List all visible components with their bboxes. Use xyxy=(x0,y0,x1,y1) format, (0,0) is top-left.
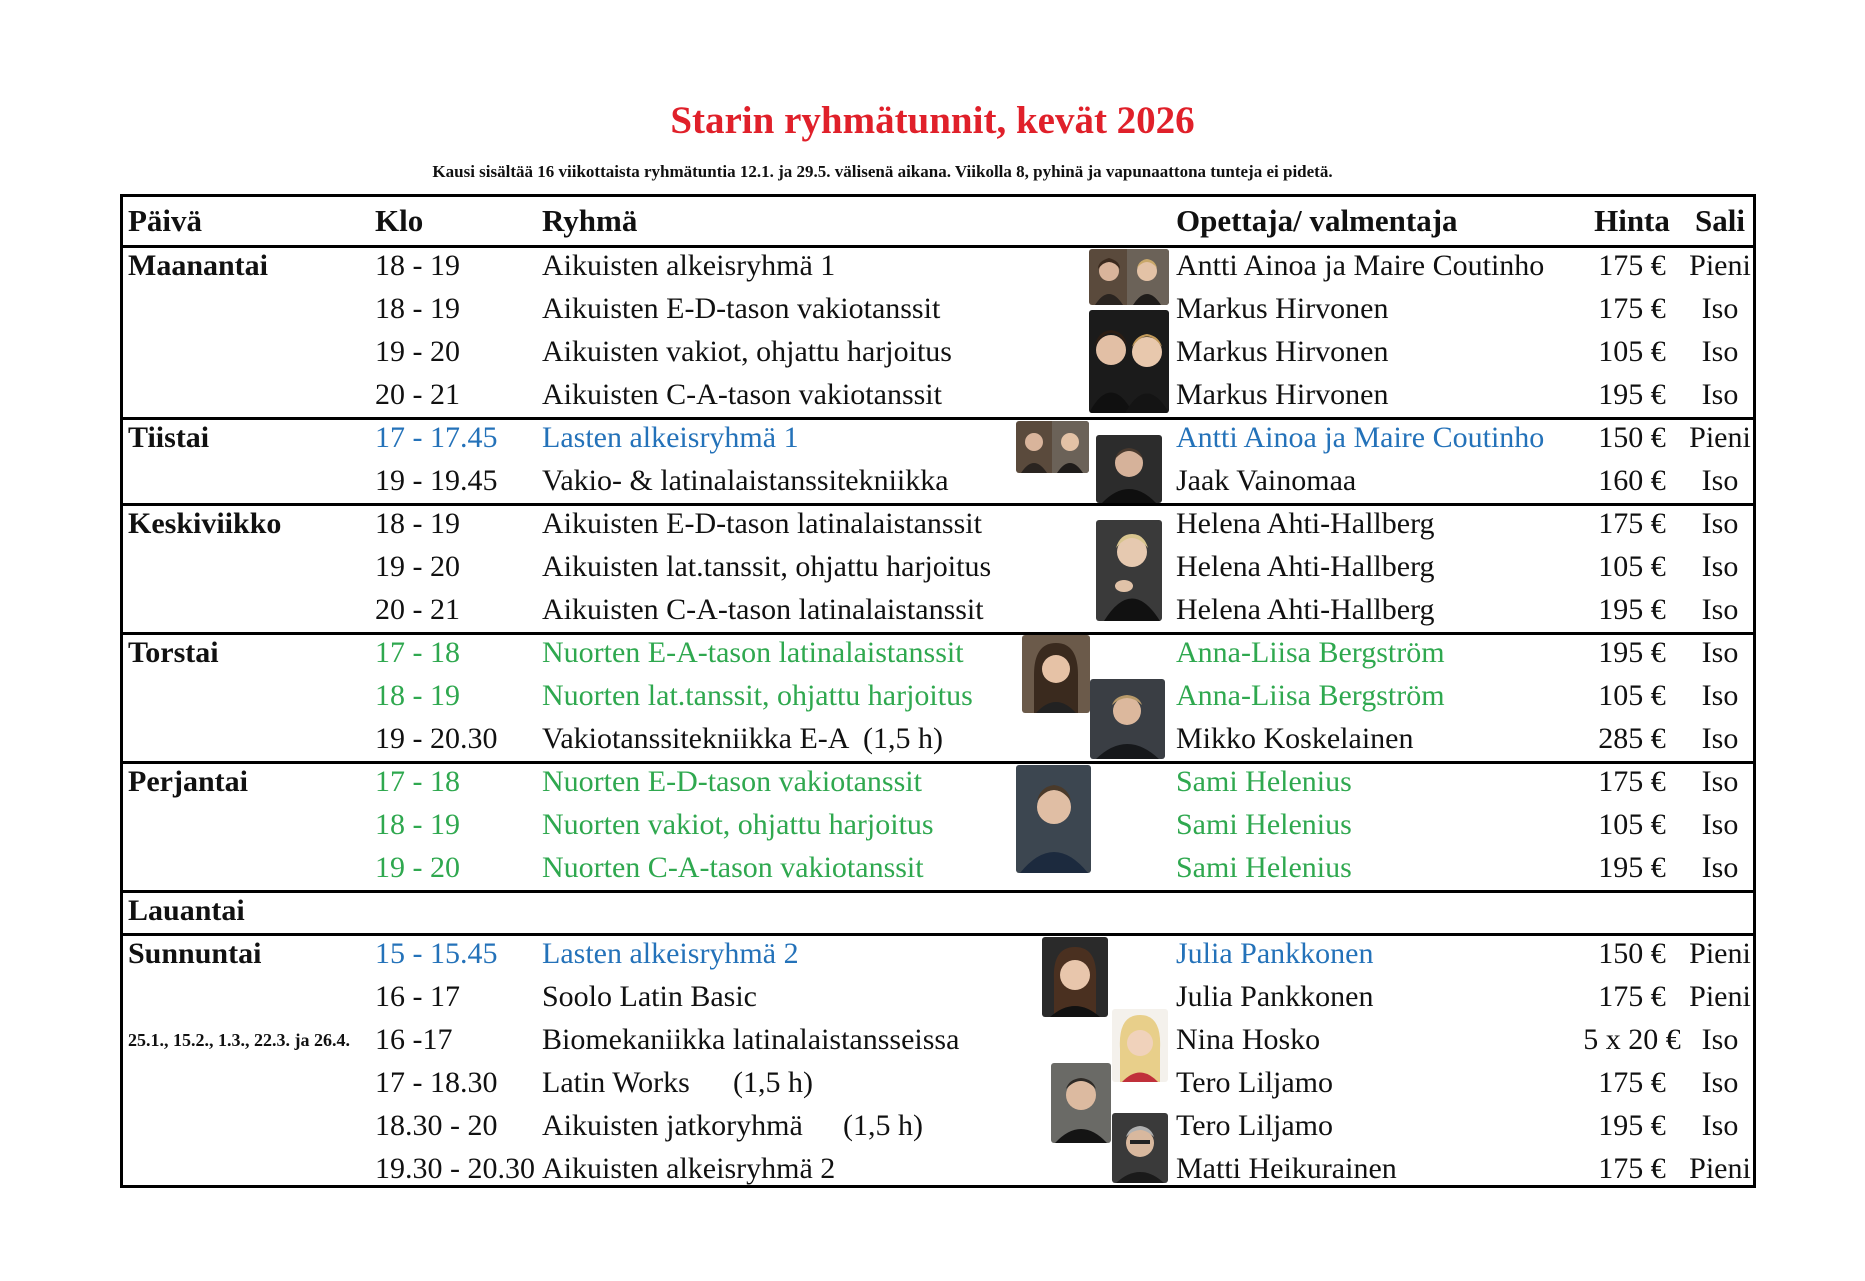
row-group: Vakiotanssitekniikka E-A xyxy=(542,722,850,755)
row-duration: (1,5 h) xyxy=(863,722,943,755)
row-price: 195 € xyxy=(1598,593,1666,626)
row-time: 19 - 20 xyxy=(375,550,460,583)
row-price: 105 € xyxy=(1598,808,1666,841)
teacher-photo xyxy=(1051,1063,1111,1143)
row-price: 195 € xyxy=(1598,378,1666,411)
row-time: 19 - 19.45 xyxy=(375,464,498,497)
divider xyxy=(123,761,1753,764)
row-price: 150 € xyxy=(1598,421,1666,454)
row-group: Aikuisten alkeisryhmä 1 xyxy=(542,249,836,282)
row-hall: Pieni xyxy=(1689,980,1751,1013)
row-group: Soolo Latin Basic xyxy=(542,980,757,1013)
row-hall: Iso xyxy=(1701,765,1739,798)
divider xyxy=(123,933,1753,936)
row-time: 18.30 - 20 xyxy=(375,1109,498,1142)
header-hall: Sali xyxy=(1695,203,1745,238)
header-day: Päivä xyxy=(128,203,203,238)
row-teacher: Markus Hirvonen xyxy=(1176,292,1389,325)
teacher-photo xyxy=(1112,1113,1168,1183)
row-group: Lasten alkeisryhmä 2 xyxy=(542,937,799,970)
row-hall: Iso xyxy=(1701,292,1739,325)
row-group: Aikuisten vakiot, ohjattu harjoitus xyxy=(542,335,952,368)
row-teacher: Anna-Liisa Bergström xyxy=(1176,679,1445,712)
day-saturday: Lauantai xyxy=(128,894,245,927)
row-price: 160 € xyxy=(1598,464,1666,497)
row-hall: Iso xyxy=(1701,851,1739,884)
row-group: Lasten alkeisryhmä 1 xyxy=(542,421,799,454)
row-teacher: Julia Pankkonen xyxy=(1176,937,1374,970)
row-time: 20 - 21 xyxy=(375,593,460,626)
row-price: 195 € xyxy=(1598,851,1666,884)
row-hall: Pieni xyxy=(1689,1152,1751,1185)
row-teacher: Julia Pankkonen xyxy=(1176,980,1374,1013)
row-teacher: Helena Ahti-Hallberg xyxy=(1176,507,1435,540)
row-teacher: Markus Hirvonen xyxy=(1176,378,1389,411)
row-group: Aikuisten E-D-tason latinalaistanssit xyxy=(542,507,982,540)
row-group: Aikuisten E-D-tason vakiotanssit xyxy=(542,292,941,325)
day-sunday: Sunnuntai xyxy=(128,937,262,970)
teacher-photo xyxy=(1022,635,1090,713)
row-hall: Iso xyxy=(1701,593,1739,626)
row-teacher: Sami Helenius xyxy=(1176,808,1352,841)
row-time: 17 - 18.30 xyxy=(375,1066,498,1099)
row-price: 195 € xyxy=(1598,1109,1666,1142)
row-time: 18 - 19 xyxy=(375,808,460,841)
row-teacher: Antti Ainoa ja Maire Coutinho xyxy=(1176,249,1545,282)
row-hall: Iso xyxy=(1701,679,1739,712)
row-price: 195 € xyxy=(1598,636,1666,669)
row-price: 175 € xyxy=(1598,765,1666,798)
row-group: Nuorten E-D-tason vakiotanssit xyxy=(542,765,922,798)
teacher-photo xyxy=(1089,249,1169,305)
row-teacher: Sami Helenius xyxy=(1176,765,1352,798)
row-hall: Pieni xyxy=(1689,937,1751,970)
row-time: 18 - 19 xyxy=(375,679,460,712)
row-time: 19 - 20 xyxy=(375,851,460,884)
row-group: Nuorten E-A-tason latinalaistanssit xyxy=(542,636,964,669)
row-duration: (1,5 h) xyxy=(733,1066,813,1099)
row-teacher: Mikko Koskelainen xyxy=(1176,722,1414,755)
row-hall: Pieni xyxy=(1689,421,1751,454)
row-teacher: Antti Ainoa ja Maire Coutinho xyxy=(1176,421,1545,454)
teacher-photo xyxy=(1016,421,1089,473)
row-group: Nuorten lat.tanssit, ohjattu harjoitus xyxy=(542,679,973,712)
row-teacher: Markus Hirvonen xyxy=(1176,335,1389,368)
row-time: 17 - 17.45 xyxy=(375,421,498,454)
teacher-photo xyxy=(1112,1009,1168,1082)
row-hall: Pieni xyxy=(1689,249,1751,282)
row-group: Aikuisten C-A-tason latinalaistanssit xyxy=(542,593,984,626)
day-monday: Maanantai xyxy=(128,249,269,282)
sunday-dates-note: 25.1., 15.2., 1.3., 22.3. ja 26.4. xyxy=(128,1030,350,1050)
row-price: 5 x 20 € xyxy=(1583,1023,1681,1056)
teacher-photo xyxy=(1089,310,1169,413)
header-price: Hinta xyxy=(1594,203,1670,238)
row-hall: Iso xyxy=(1701,1066,1739,1099)
row-duration: (1,5 h) xyxy=(843,1109,923,1142)
row-hall: Iso xyxy=(1701,507,1739,540)
row-time: 19.30 - 20.30 xyxy=(375,1152,535,1185)
season-info: Kausi sisältää 16 viikottaista ryhmätuntia 12.1. ja 29.5. välisenä aikana. Viikolla 8, pyhinä ja vapunaattona tunteja ei pidetä. xyxy=(432,162,1333,181)
teacher-photo xyxy=(1090,679,1165,759)
row-group: Aikuisten jatkoryhmä xyxy=(542,1109,803,1142)
schedule-table xyxy=(120,194,1756,1188)
divider xyxy=(123,890,1753,893)
row-time: 16 - 17 xyxy=(375,980,460,1013)
row-price: 105 € xyxy=(1598,679,1666,712)
day-tuesday: Tiistai xyxy=(128,421,210,454)
row-teacher: Matti Heikurainen xyxy=(1176,1152,1397,1185)
day-friday: Perjantai xyxy=(128,765,248,798)
row-teacher: Tero Liljamo xyxy=(1176,1066,1334,1099)
row-price: 175 € xyxy=(1598,249,1666,282)
row-price: 285 € xyxy=(1598,722,1666,755)
row-hall: Iso xyxy=(1701,550,1739,583)
row-time: 18 - 19 xyxy=(375,249,460,282)
row-hall: Iso xyxy=(1701,636,1739,669)
row-hall: Iso xyxy=(1701,1109,1739,1142)
teacher-photo xyxy=(1096,520,1162,621)
row-teacher: Jaak Vainomaa xyxy=(1176,464,1357,497)
row-hall: Iso xyxy=(1701,722,1739,755)
row-hall: Iso xyxy=(1701,1023,1739,1056)
row-time: 19 - 20.30 xyxy=(375,722,498,755)
page-title: Starin ryhmätunnit, kevät 2026 xyxy=(670,99,1195,142)
row-time: 20 - 21 xyxy=(375,378,460,411)
row-price: 150 € xyxy=(1598,937,1666,970)
row-hall: Iso xyxy=(1701,335,1739,368)
row-teacher: Nina Hosko xyxy=(1176,1023,1321,1056)
row-teacher: Sami Helenius xyxy=(1176,851,1352,884)
row-teacher: Helena Ahti-Hallberg xyxy=(1176,550,1435,583)
row-group: Aikuisten alkeisryhmä 2 xyxy=(542,1152,836,1185)
header-time: Klo xyxy=(375,203,424,238)
row-time: 16 -17 xyxy=(375,1023,453,1056)
row-hall: Iso xyxy=(1701,378,1739,411)
row-group: Biomekaniikka latinalaistansseissa xyxy=(542,1023,960,1056)
row-price: 105 € xyxy=(1598,550,1666,583)
teacher-photo xyxy=(1016,765,1091,873)
row-group: Aikuisten lat.tanssit, ohjattu harjoitus xyxy=(542,550,992,583)
row-teacher: Helena Ahti-Hallberg xyxy=(1176,593,1435,626)
day-wednesday: Keskiviikko xyxy=(128,507,282,540)
row-group: Nuorten C-A-tason vakiotanssit xyxy=(542,851,924,884)
row-time: 17 - 18 xyxy=(375,765,460,798)
day-thursday: Torstai xyxy=(128,636,219,669)
row-price: 175 € xyxy=(1598,980,1666,1013)
header-teacher: Opettaja/ valmentaja xyxy=(1176,203,1458,238)
row-time: 18 - 19 xyxy=(375,292,460,325)
row-teacher: Anna-Liisa Bergström xyxy=(1176,636,1445,669)
row-time: 15 - 15.45 xyxy=(375,937,498,970)
teacher-photo xyxy=(1096,435,1162,503)
row-group: Aikuisten C-A-tason vakiotanssit xyxy=(542,378,942,411)
row-price: 175 € xyxy=(1598,507,1666,540)
row-group: Vakio- & latinalaistanssitekniikka xyxy=(542,464,949,497)
row-teacher: Tero Liljamo xyxy=(1176,1109,1334,1142)
row-price: 175 € xyxy=(1598,292,1666,325)
row-hall: Iso xyxy=(1701,464,1739,497)
row-group: Nuorten vakiot, ohjattu harjoitus xyxy=(542,808,934,841)
row-price: 175 € xyxy=(1598,1152,1666,1185)
row-time: 19 - 20 xyxy=(375,335,460,368)
row-group: Latin Works xyxy=(542,1066,690,1099)
header-group: Ryhmä xyxy=(542,203,638,238)
row-time: 18 - 19 xyxy=(375,507,460,540)
teacher-photo xyxy=(1042,937,1108,1017)
row-price: 105 € xyxy=(1598,335,1666,368)
row-time: 17 - 18 xyxy=(375,636,460,669)
row-price: 175 € xyxy=(1598,1066,1666,1099)
row-hall: Iso xyxy=(1701,808,1739,841)
